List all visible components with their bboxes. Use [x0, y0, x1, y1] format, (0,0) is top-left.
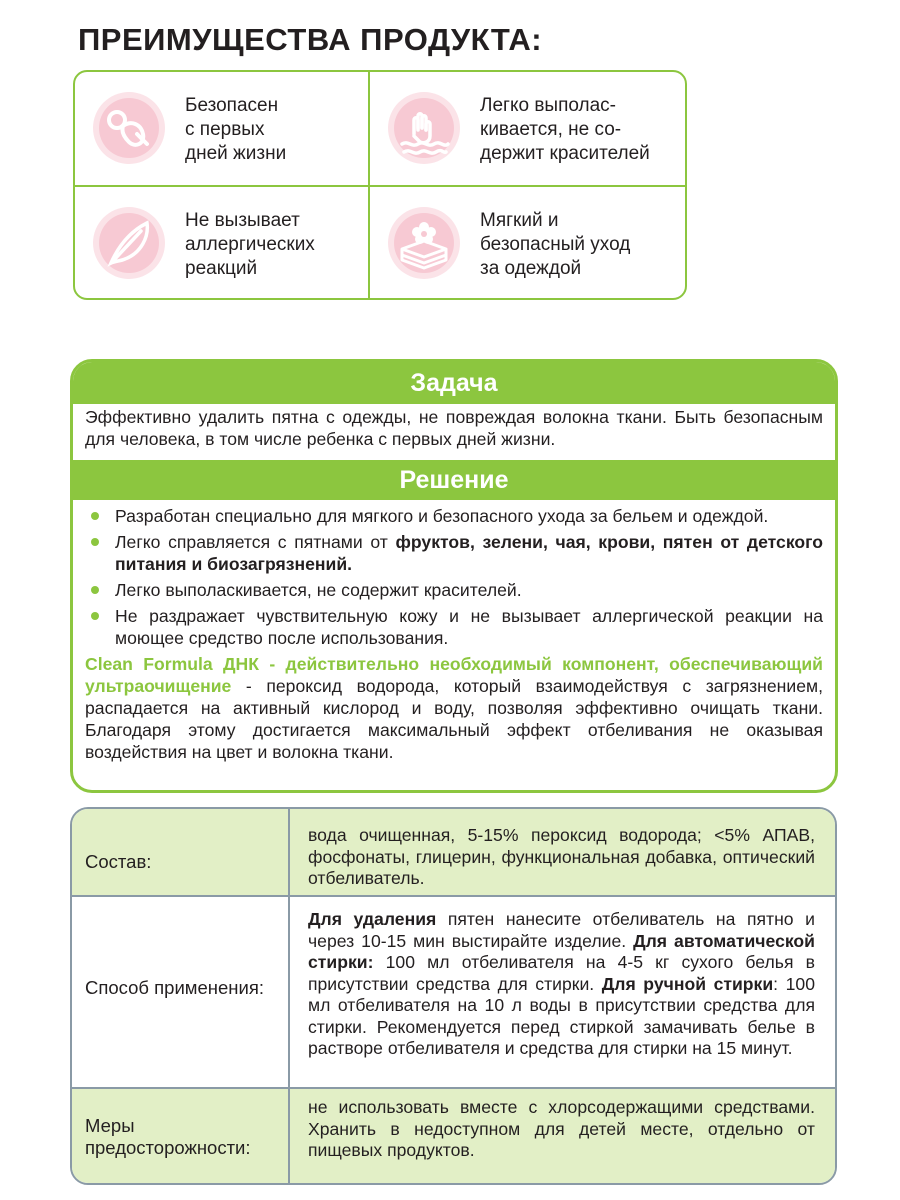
advantage-safe-from-birth [75, 72, 365, 184]
list-item: Легко выполаскивается, не содержит красителей. [85, 579, 823, 601]
advantage-text: Легко выполас- кивается, не со- держит красителей [480, 95, 650, 164]
feather-icon [91, 205, 167, 281]
precautions-value: не использовать вместе с хлорсодержащими средствами. Хранить в недоступном для детей месте, отдельно от пищевых продуктов. [308, 1097, 815, 1160]
pacifier-icon [91, 90, 167, 166]
hand-water-icon [386, 90, 462, 166]
list-item: Не раздражает чувствительную кожу и не вызывает аллергической реакции на моющее средство после использования. [85, 605, 823, 649]
list-item: Разработан специально для мягкого и безопасного ухода за бельем и одеждой. [85, 505, 823, 527]
precautions-label: Меры предосторожности: [85, 1115, 251, 1158]
task-solution-panel [70, 359, 838, 793]
task-heading: Задача [73, 362, 835, 404]
usage-label: Способ применения: [85, 977, 265, 998]
usage-value: Для удаления пятен нанесите отбеливатель на пятно и через 10-15 мин выстирайте изделие. Для автоматической стирки: 100 мл отбеливателя на 4-5 кг сухого белья в присутствии средства для стирки. Для ручной стирки: 100 мл отбеливателя на 10 л воды в присутствии средства для стирки. Рекомендуется перед стиркой замачивать белье в растворе отбеливателя и средства для стирки на 15 минут. [308, 909, 815, 1058]
advantage-text: Мягкий и безопасный уход за одеждой [480, 210, 631, 279]
advantage-rinses-easily [370, 72, 660, 184]
table-row [72, 1089, 835, 1183]
bullet-icon [91, 538, 99, 546]
solution-heading: Решение [73, 460, 835, 500]
product-info-table [70, 807, 837, 1185]
table-row [72, 809, 835, 895]
folded-cloth-flower-icon [386, 205, 462, 281]
formula-paragraph: Clean Formula ДНК - действительно необходимый компонент, обеспечивающий ультраочищение - пероксид водорода, который взаимодействуя с загрязнением, распадается на активный кислород и воду, позволяя эффективно очищать ткани. Благодаря этому достигается максимальный эффект отбеливания не оказывая воздействия на цвет и волокна ткани. [85, 654, 823, 762]
bullet-icon [91, 586, 99, 594]
page-title: ПРЕИМУЩЕСТВА ПРОДУКТА: [78, 22, 543, 57]
advantage-text: Не вызывает аллергических реакций [185, 210, 315, 279]
bullet-icon [91, 612, 99, 620]
composition-value: вода очищенная, 5-15% пероксид водорода; <5% АПАВ, фосфонаты, глицерин, функциональная добавка, оптический отбеливатель. [308, 825, 815, 888]
list-item: Легко справляется с пятнами от фруктов, зелени, чая, крови, пятен от детского питания и биозагрязнений. [85, 531, 823, 575]
task-text: Эффективно удалить пятна с одежды, не повреждая волокна ткани. Быть безопасным для человека, в том числе ребенка с первых дней жизни. [85, 407, 823, 449]
table-row [72, 897, 835, 1087]
bullet-icon [91, 512, 99, 520]
solution-body [85, 505, 823, 763]
advantage-hypoallergenic [75, 187, 365, 299]
advantages-grid [73, 70, 687, 300]
advantage-text: Безопасен с первых дней жизни [185, 95, 287, 164]
advantage-gentle-care [370, 187, 660, 299]
composition-label: Состав: [85, 851, 152, 872]
